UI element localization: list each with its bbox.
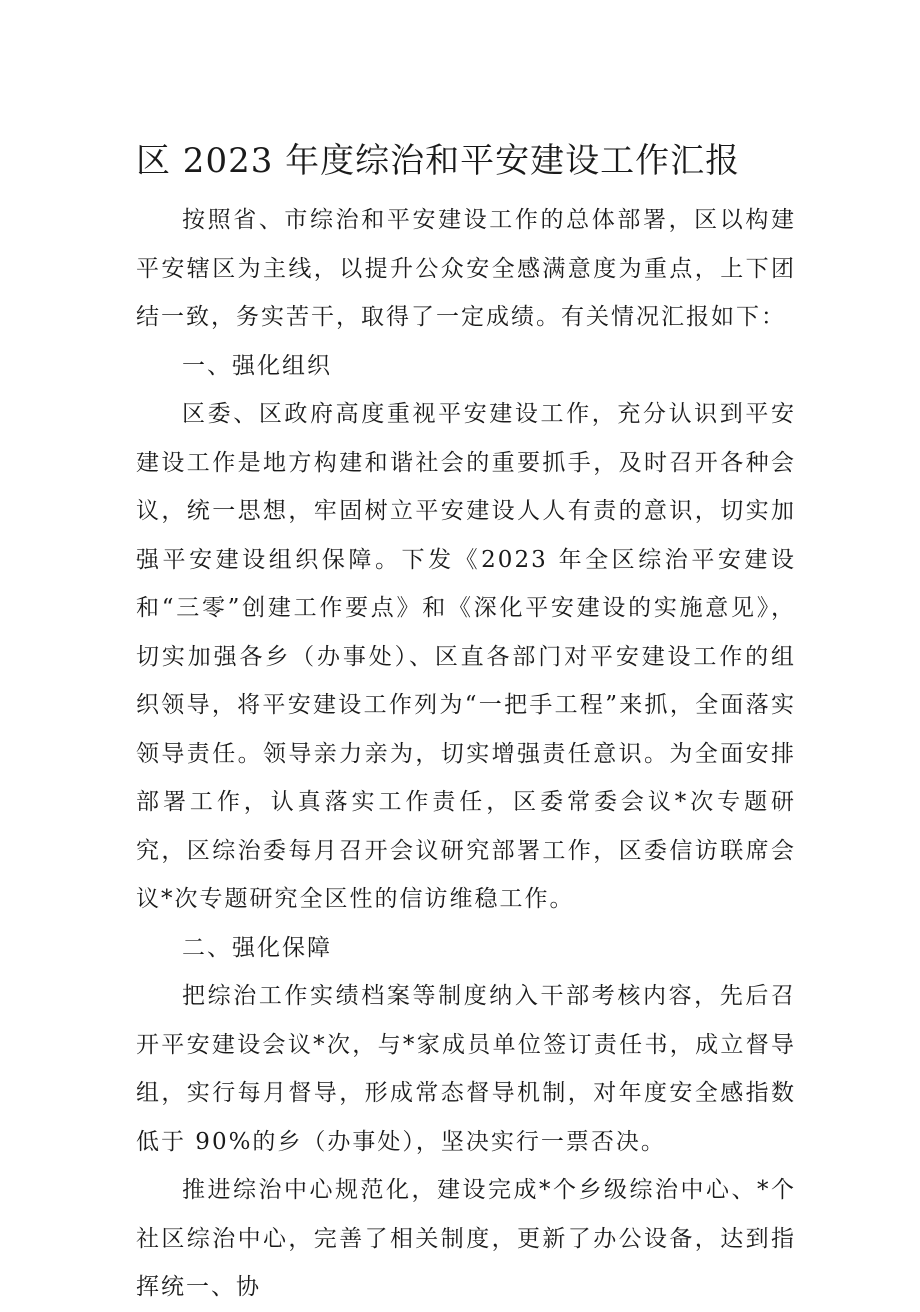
section-heading-guarantee: 二、强化保障 xyxy=(182,934,332,961)
document-title: 区 2023 年度综治和平安建设工作汇报 xyxy=(136,141,741,181)
organization-paragraph: 区委、区政府高度重视平安建设工作，充分认识到平安建设工作是地方构建和谐社会的重要抓手，及时召开各种会议，统一思想，牢固树立平安建设人人有责的意识，切实加强平安建设组织保障。下发《2023 年全区综治平安建设和“三零”创建工作要点》和《深化平安建设的实施意见》，切实加强各乡（办事处）、区直各部门对平安建设工作的组织领导，将平安建设工作列为“一把手工程”来抓，全面落实领导责任。领导亲力亲为，切实增强责任意识。为全面安排部署工作，认真落实工作责任，区委常委会议*次专题研究，区综治委每月召开会议研究部署工作，区委信访联席会议*次专题研究全区性的信访维稳工作。 xyxy=(136,401,796,912)
intro-paragraph: 按照省、市综治和平安建设工作的总体部署，区以构建平安辖区为主线，以提升公众安全感满意度为重点，上下团结一致，务实苦干，取得了一定成绩。有关情况汇报如下： xyxy=(136,207,796,330)
document-body xyxy=(136,196,796,1312)
guarantee-paragraph: 把综治工作实绩档案等制度纳入干部考核内容，先后召开平安建设会议*次，与*家成员单位签订责任书，成立督导组，实行每月督导，形成常态督导机制，对年度安全感指数低于 90%的乡（办事处），坚决实行一票否决。 xyxy=(136,983,796,1155)
section-heading-organization: 一、强化组织 xyxy=(182,352,332,379)
center-standardization-paragraph: 推进综治中心规范化，建设完成*个乡级综治中心、*个社区综治中心，完善了相关制度，更新了办公设备，达到指挥统一、协 xyxy=(136,1177,796,1300)
